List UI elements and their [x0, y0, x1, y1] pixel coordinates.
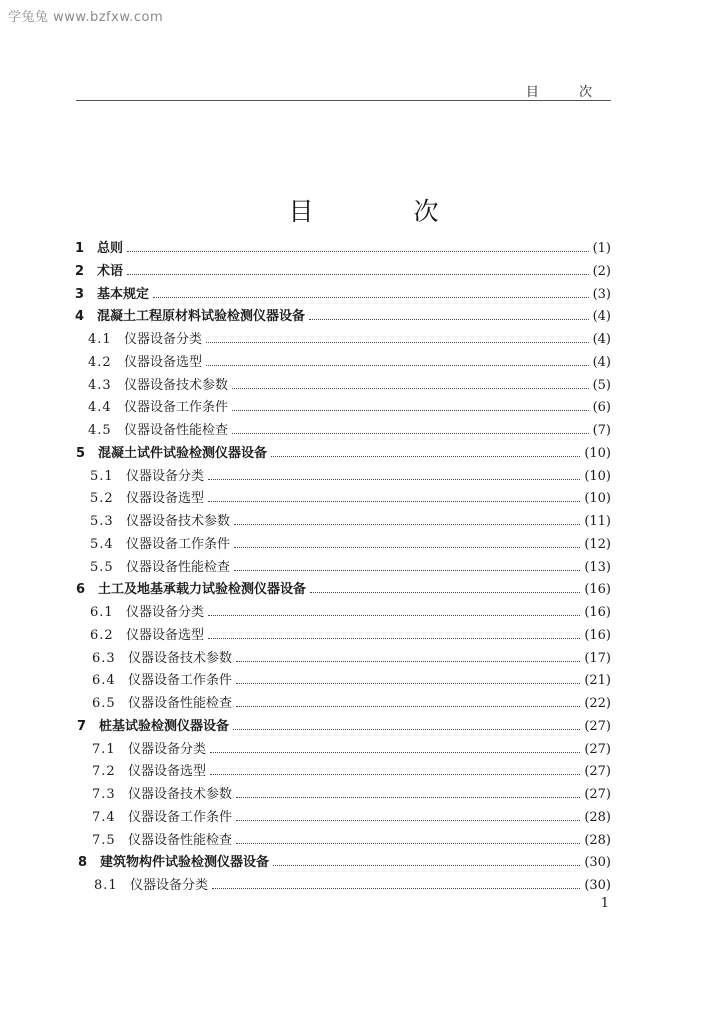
toc-section-entry[interactable] — [90, 511, 611, 533]
toc-dot-leader — [210, 751, 580, 753]
toc-dot-leader — [309, 318, 589, 320]
toc-heading: 仪器设备性能检查 — [126, 559, 231, 575]
toc-number: 5.4 — [90, 536, 114, 552]
toc-heading: 仪器设备分类 — [126, 468, 205, 484]
toc-heading: 建筑物构件试验检测仪器设备 — [100, 855, 270, 871]
toc-page-number: (11) — [584, 514, 611, 529]
toc-number: 4.2 — [88, 354, 112, 370]
toc-section-entry[interactable] — [92, 739, 611, 761]
toc-heading: 仪器设备分类 — [128, 741, 207, 757]
toc-page-number: (22) — [584, 696, 611, 711]
toc-section-entry[interactable] — [90, 602, 611, 624]
toc-heading: 仪器设备工作条件 — [128, 809, 233, 825]
toc-section-entry[interactable] — [92, 670, 611, 692]
toc-page-number: (16) — [584, 605, 611, 620]
toc-dot-leader — [232, 387, 589, 389]
toc-heading: 仪器设备分类 — [124, 332, 203, 347]
toc-number: 3 — [75, 286, 85, 302]
toc-heading: 仪器设备分类 — [130, 878, 209, 893]
toc-number: 5.3 — [90, 514, 114, 529]
toc-heading: 仪器设备选型 — [126, 491, 205, 507]
toc-number: 8 — [78, 855, 88, 871]
toc-page-number: (10) — [584, 491, 611, 507]
toc-dot-leader — [127, 250, 589, 252]
toc-section-entry[interactable] — [88, 329, 611, 351]
toc-heading: 桩基试验检测仪器设备 — [99, 718, 230, 734]
toc-dot-leader — [208, 500, 580, 502]
toc-page-number: (30) — [584, 878, 611, 893]
toc-dot-leader — [236, 842, 580, 844]
toc-number: 4.4 — [88, 400, 112, 416]
toc-number: 5.1 — [90, 468, 114, 484]
toc-page-number: (4) — [592, 354, 611, 370]
toc-page-number: (21) — [584, 673, 611, 689]
toc-chapter-entry[interactable] — [75, 261, 611, 283]
toc-heading: 总则 — [97, 241, 124, 256]
toc-dot-leader — [232, 432, 589, 434]
toc-dot-leader — [310, 591, 580, 593]
toc-page-number: (27) — [584, 718, 611, 734]
watermark: 学兔兔 www.bzfxw.com — [8, 10, 164, 25]
toc-number: 7.3 — [92, 787, 116, 802]
toc-page-number: (6) — [592, 400, 611, 416]
toc-number: 6.3 — [92, 650, 116, 666]
toc-page-number: (2) — [592, 263, 611, 279]
toc-dot-leader — [127, 273, 589, 275]
toc-number: 4 — [75, 309, 85, 325]
toc-page-number: (17) — [584, 650, 611, 666]
toc-page-number: (4) — [592, 309, 611, 325]
page-title: 目 次 — [288, 197, 485, 226]
toc-section-entry[interactable] — [90, 557, 611, 579]
toc-heading: 术语 — [97, 263, 124, 279]
toc-number: 2 — [75, 263, 85, 279]
toc-page-number: (10) — [584, 468, 611, 484]
toc-number: 8.1 — [94, 878, 118, 893]
toc-page-number: (13) — [584, 559, 611, 575]
toc-heading: 仪器设备技术参数 — [124, 377, 229, 393]
toc-dot-leader — [233, 728, 580, 730]
toc-number: 6.1 — [90, 605, 114, 620]
toc-section-entry[interactable] — [88, 352, 611, 374]
toc-number: 6.5 — [92, 696, 116, 711]
toc-dot-leader — [273, 864, 580, 866]
toc-section-entry[interactable] — [92, 807, 611, 829]
toc-number: 4.5 — [88, 423, 112, 438]
toc-dot-leader — [210, 773, 580, 775]
toc-page-number: (12) — [584, 536, 611, 552]
toc-dot-leader — [206, 341, 589, 343]
toc-heading: 仪器设备技术参数 — [126, 514, 231, 529]
toc-dot-leader — [208, 614, 580, 616]
toc-heading: 仪器设备选型 — [126, 627, 205, 643]
toc-chapter-entry[interactable] — [76, 443, 611, 465]
header-rule — [76, 100, 611, 101]
toc-section-entry[interactable] — [94, 875, 611, 897]
toc-page-number: (1) — [592, 241, 611, 256]
toc-heading: 混凝土试件试验检测仪器设备 — [98, 445, 268, 461]
toc-number: 5.2 — [90, 491, 114, 507]
toc-number: 6 — [76, 582, 86, 598]
running-header: 目 次 — [525, 85, 610, 100]
toc-section-entry[interactable] — [88, 420, 611, 442]
toc-dot-leader — [236, 819, 580, 821]
page-number: 1 — [600, 896, 609, 911]
toc-page-number: (3) — [592, 286, 611, 302]
toc-page-number: (27) — [584, 741, 611, 757]
toc-page-number: (28) — [584, 809, 611, 825]
toc-section-entry[interactable] — [92, 784, 611, 806]
toc-dot-leader — [271, 455, 580, 457]
toc-dot-leader — [212, 887, 580, 889]
toc-number: 1 — [75, 241, 85, 256]
toc-heading: 基本规定 — [97, 286, 150, 302]
toc-page-number: (4) — [592, 332, 611, 347]
toc-number: 7.5 — [92, 832, 116, 848]
toc-heading: 仪器设备工作条件 — [126, 536, 231, 552]
toc-number: 6.4 — [92, 673, 116, 689]
toc-number: 5.5 — [90, 559, 114, 575]
toc-chapter-entry[interactable] — [78, 852, 611, 874]
toc-dot-leader — [208, 637, 580, 639]
toc-heading: 仪器设备技术参数 — [128, 787, 233, 802]
toc-section-entry[interactable] — [92, 693, 611, 715]
toc-dot-leader — [236, 705, 580, 707]
toc-chapter-entry[interactable] — [77, 716, 611, 738]
toc-dot-leader — [234, 569, 580, 571]
toc-section-entry[interactable] — [90, 466, 611, 488]
toc-section-entry[interactable] — [92, 648, 611, 670]
toc-heading: 仪器设备工作条件 — [128, 673, 233, 689]
toc-heading: 仪器设备分类 — [126, 605, 205, 620]
toc-dot-leader — [234, 546, 580, 548]
toc-heading: 仪器设备性能检查 — [128, 696, 233, 711]
toc-page-number: (30) — [584, 855, 611, 871]
toc-number: 5 — [76, 445, 86, 461]
toc-dot-leader — [232, 409, 589, 411]
toc-heading: 仪器设备工作条件 — [124, 400, 229, 416]
toc-page-number: (16) — [584, 627, 611, 643]
toc-number: 7.2 — [92, 764, 116, 780]
toc-dot-leader — [236, 660, 580, 662]
toc-heading: 仪器设备性能检查 — [124, 423, 229, 438]
toc-chapter-entry[interactable] — [75, 284, 611, 306]
toc-section-entry[interactable] — [90, 488, 611, 510]
toc-number: 7 — [77, 718, 87, 734]
toc-heading: 混凝土工程原材料试验检测仪器设备 — [97, 309, 306, 325]
toc-dot-leader — [208, 478, 580, 480]
toc-number: 4.3 — [88, 377, 112, 393]
toc-chapter-entry[interactable] — [75, 238, 611, 260]
toc-section-entry[interactable] — [90, 534, 611, 556]
toc-page-number: (5) — [592, 377, 611, 393]
toc-dot-leader — [234, 523, 580, 525]
toc-page-number: (16) — [584, 582, 611, 598]
toc-section-entry[interactable] — [88, 397, 611, 419]
toc-dot-leader — [206, 364, 589, 366]
toc-page-number: (27) — [584, 787, 611, 802]
toc-number: 7.4 — [92, 809, 116, 825]
toc-section-entry[interactable] — [92, 761, 611, 783]
toc-section-entry[interactable] — [88, 375, 611, 397]
toc-heading: 仪器设备选型 — [128, 764, 207, 780]
toc-page-number: (27) — [584, 764, 611, 780]
toc-number: 4.1 — [88, 332, 112, 347]
toc-dot-leader — [153, 296, 589, 298]
toc-section-entry[interactable] — [92, 830, 611, 852]
toc-page-number: (10) — [584, 445, 611, 461]
toc-heading: 仪器设备选型 — [124, 354, 203, 370]
toc-heading: 仪器设备性能检查 — [128, 832, 233, 848]
toc-chapter-entry[interactable] — [76, 579, 611, 601]
toc-heading: 土工及地基承载力试验检测仪器设备 — [98, 582, 307, 598]
toc-chapter-entry[interactable] — [75, 306, 611, 328]
toc-heading: 仪器设备技术参数 — [128, 650, 233, 666]
toc-dot-leader — [236, 796, 580, 798]
toc-section-entry[interactable] — [90, 625, 611, 647]
toc-number: 7.1 — [92, 741, 116, 757]
toc-page-number: (28) — [584, 832, 611, 848]
toc-number: 6.2 — [90, 627, 114, 643]
toc-dot-leader — [236, 682, 580, 684]
toc-page-number: (7) — [592, 423, 611, 438]
